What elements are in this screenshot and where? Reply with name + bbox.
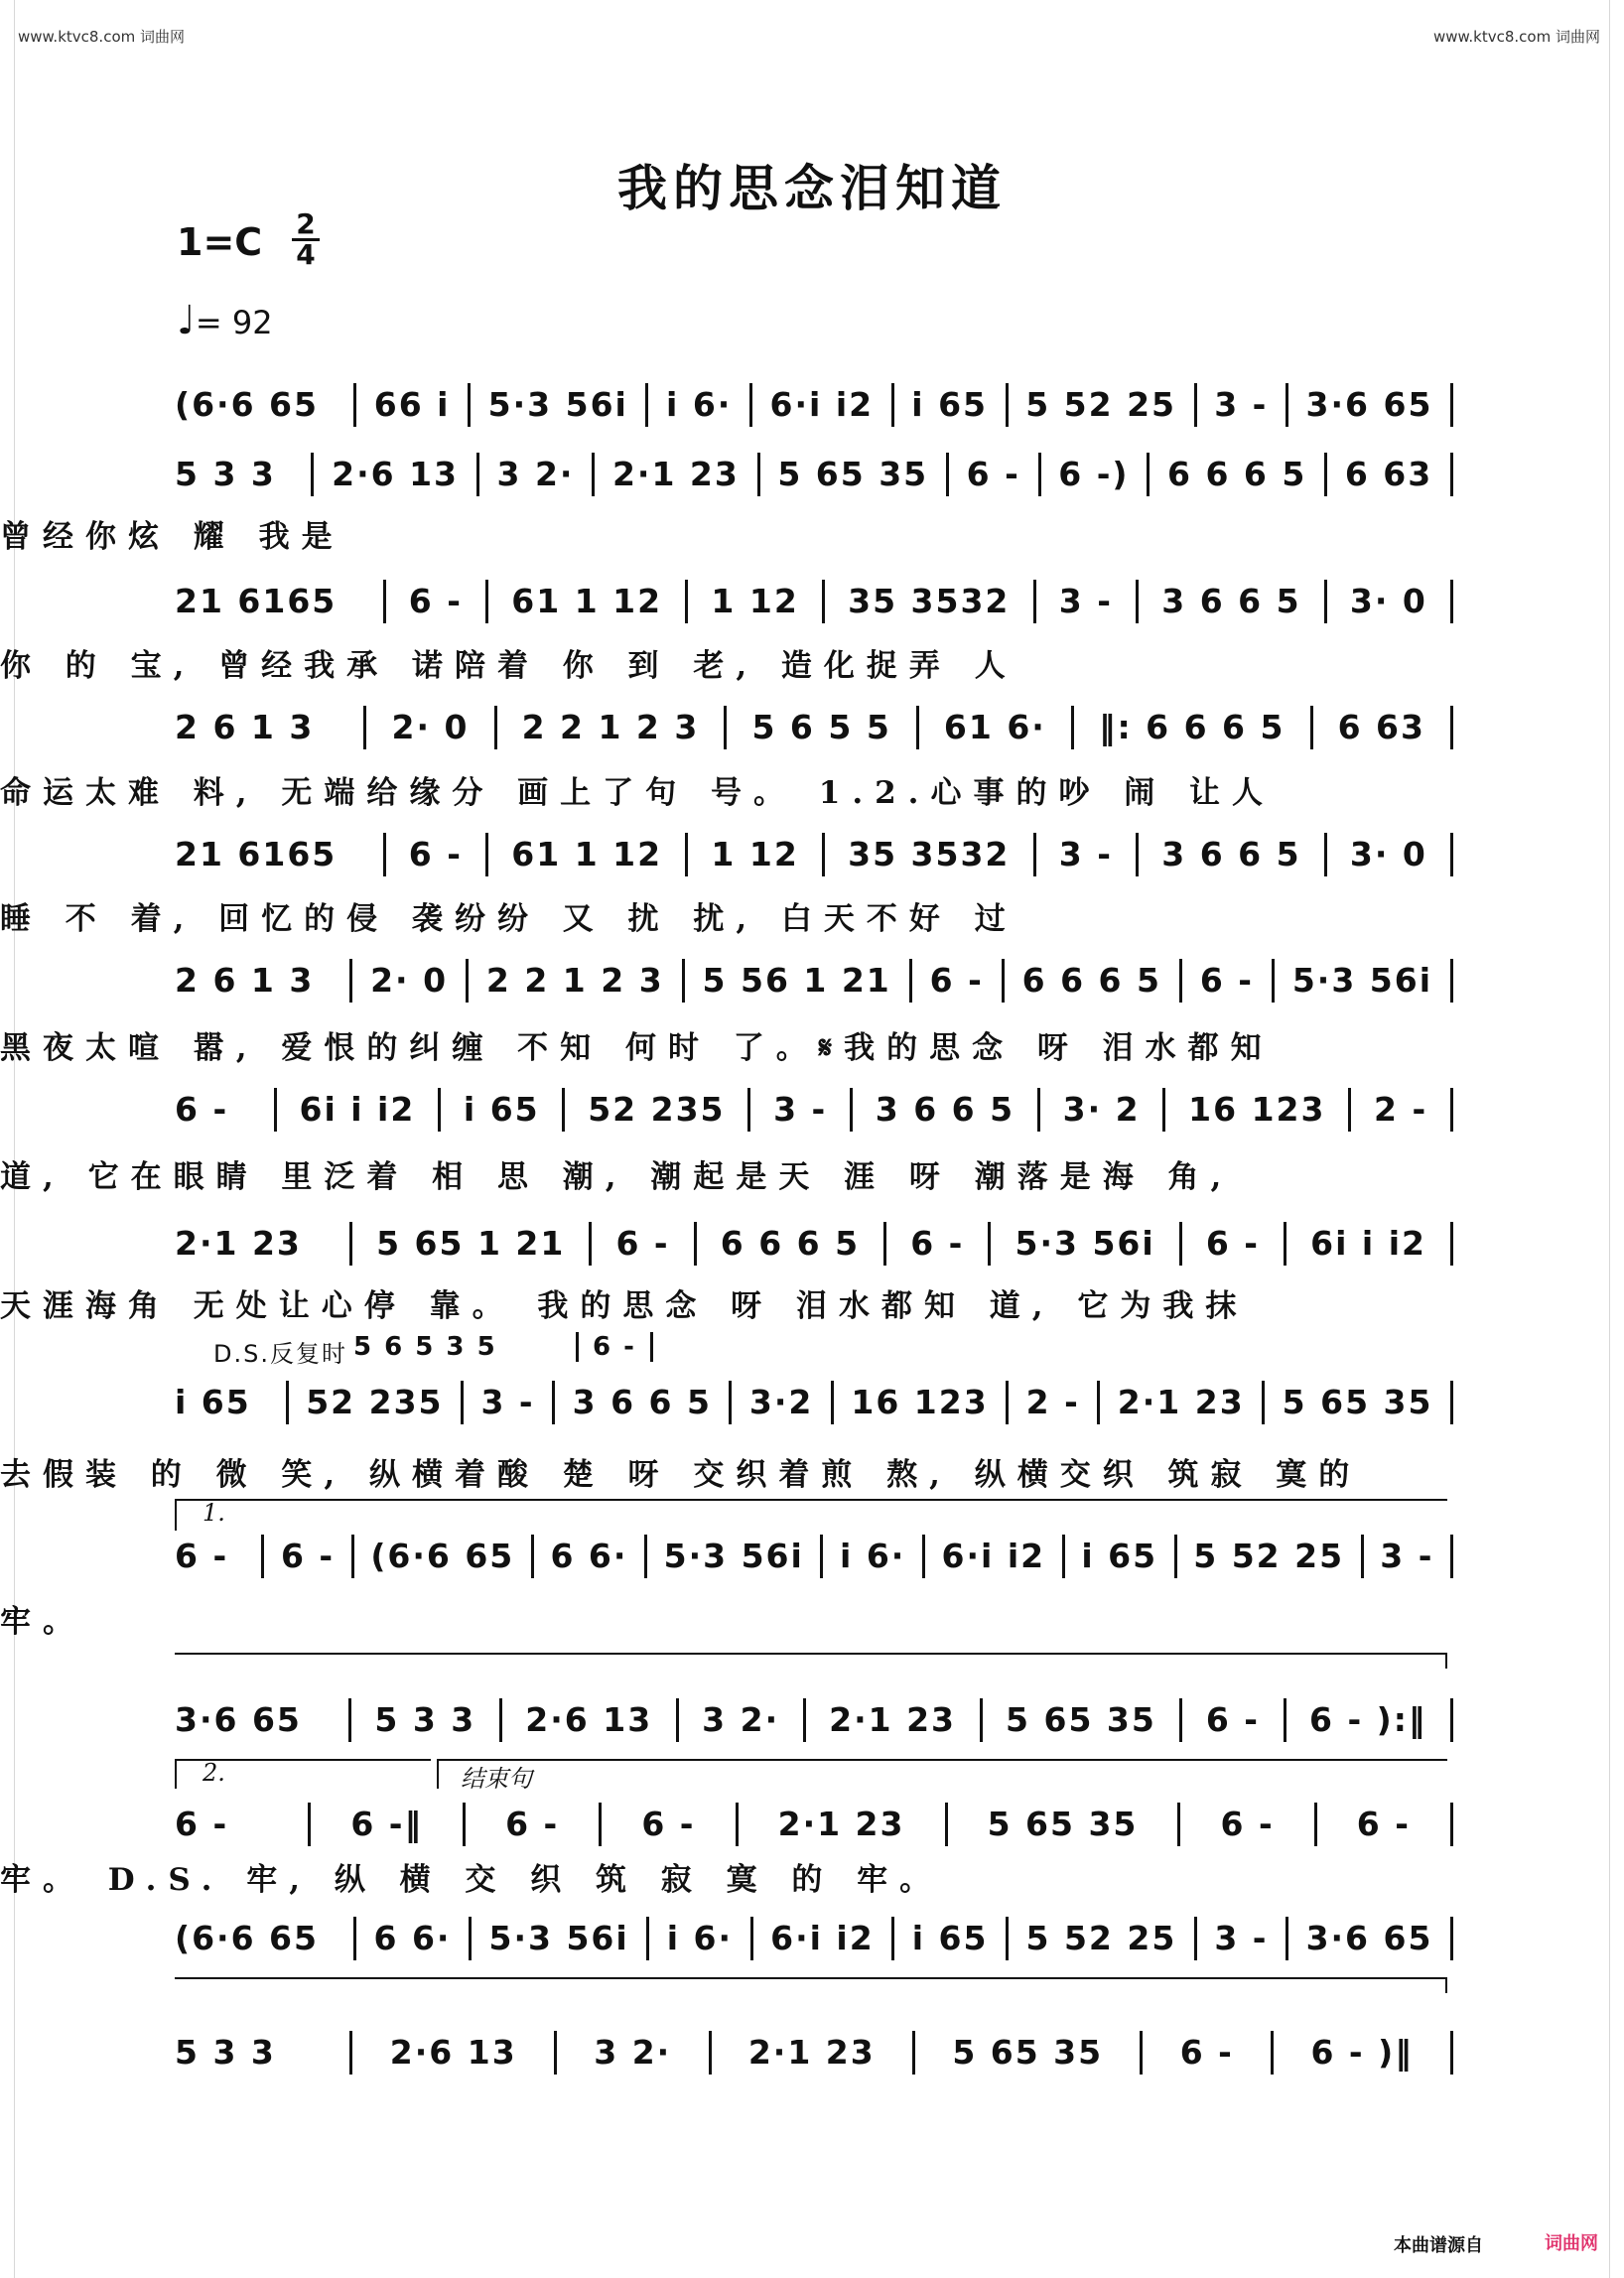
measure: 3 - <box>1197 1917 1288 1960</box>
lyrics-line-9: 去假装 的 微 笑, 纵横着酸 楚 呀 交织着煎 熬, 纵横交织 筑寂 寞的 <box>0 1457 1362 1493</box>
measure: 5 56 1 21 <box>685 959 912 1003</box>
measure: 21 6165 <box>175 580 386 623</box>
lyrics-line-2: 曾经你炫 耀 我是 <box>0 519 344 555</box>
lyrics-line-4: 命运太难 料, 无端给缘分 画上了句 号。 1.2.心事的吵 闹 让人 <box>0 775 1276 811</box>
measure: 2 6 1 3 <box>175 706 366 749</box>
measure: 2·1 23 <box>175 1222 352 1266</box>
time-signature-denominator: 4 <box>292 238 320 269</box>
measure: 3·6 65 <box>175 1698 351 1742</box>
measure: 5 6 5 5 <box>727 706 918 749</box>
footer-source: 本曲谱源自 <box>1394 2235 1483 2256</box>
measure: 5 65 35 <box>948 1803 1181 1846</box>
measure: 3· 0 <box>1327 580 1453 623</box>
measure: 3· 2 <box>1040 1088 1166 1132</box>
measure: 2·6 13 <box>352 2031 556 2075</box>
measure: 2 - <box>1009 1381 1100 1424</box>
measure: 3·6 65 <box>1288 383 1453 427</box>
notes-line <box>175 1216 1453 1272</box>
lyrics-line-3: 你 的 宝, 曾经我承 诺陪着 你 到 老, 造化捉弄 人 <box>0 648 1017 684</box>
measure: 5 52 25 <box>1177 1535 1364 1578</box>
time-signature-numerator: 2 <box>296 207 316 240</box>
header-site-left: www.ktvc8.com 词曲网 <box>18 28 186 46</box>
measure: 6 6 6 5 <box>697 1222 886 1266</box>
measure: 3 2· <box>479 453 595 496</box>
measure: 6·i i2 <box>753 1917 895 1960</box>
measure: 6 6 6 5 <box>1150 453 1327 496</box>
measure: 6 - <box>949 453 1041 496</box>
measure: i 65 <box>894 1917 1009 1960</box>
measure: 61 1 12 <box>488 580 688 623</box>
measure: 3 2· <box>557 2031 712 2075</box>
measure: i 65 <box>1065 1535 1177 1578</box>
notes-line <box>175 1692 1453 1748</box>
measure: 2 2 1 2 3 <box>469 959 685 1003</box>
measure: 6·i i2 <box>752 383 894 427</box>
measure: 6i i i2 <box>1286 1222 1453 1266</box>
measure: 3 6 6 5 <box>853 1088 1040 1132</box>
measure: 3· 0 <box>1327 833 1453 876</box>
measure: 6 - <box>1182 959 1275 1003</box>
measure: 5 65 35 <box>760 453 949 496</box>
measure: 5·3 56i <box>991 1222 1181 1266</box>
measure: 3 - <box>750 1088 853 1132</box>
measure: 52 235 <box>565 1088 750 1132</box>
time-signature <box>292 207 320 271</box>
measure: 3 - <box>464 1381 555 1424</box>
measure: 1 12 <box>688 833 825 876</box>
measure: 6 -) <box>1041 453 1150 496</box>
measure: 6 6 6 5 <box>1005 959 1182 1003</box>
notes-line <box>175 1375 1453 1430</box>
right-margin-strip <box>1609 0 1624 2278</box>
lyrics-line-7: 道, 它在眼睛 里泛着 相 思 潮, 潮起是天 涯 呀 潮落是海 角, <box>0 1159 1234 1195</box>
measure: 3 2· <box>679 1698 806 1742</box>
measure: ‖: 6 6 6 5 <box>1074 706 1313 749</box>
ds-repeat-ending: 6 - <box>576 1332 653 1362</box>
notes-line <box>175 2025 1453 2080</box>
measure: i 6· <box>648 383 752 427</box>
measure: 5 3 3 <box>351 1698 502 1742</box>
measure: 3 - <box>1036 580 1140 623</box>
ds-repeat-label: D.S.反复时 <box>213 1340 347 1368</box>
notes-line <box>175 1911 1453 1966</box>
measure: 6 -‖ <box>311 1803 466 1846</box>
volta-1-bracket <box>175 1499 1447 1531</box>
footer-brand: 词曲网 <box>1545 2233 1598 2254</box>
measure: 6 - <box>175 1535 264 1578</box>
measure: (6·6 65 <box>175 383 356 427</box>
measure: 6 - <box>1317 1803 1453 1846</box>
lyrics-line-6: 黑夜太喧 嚣, 爱恨的纠缠 不知 何时 了。𝄋我的思念 呀 泪水都知 <box>0 1030 1274 1066</box>
ending-bracket <box>437 1759 1447 1793</box>
measure: 5 65 1 21 <box>352 1222 592 1266</box>
measure: 5 65 35 <box>1265 1381 1453 1424</box>
measure: 5·3 56i <box>471 383 648 427</box>
measure: 2 2 1 2 3 <box>497 706 728 749</box>
measure: 6 6· <box>356 1917 472 1960</box>
measure: 2·1 23 <box>739 1803 948 1846</box>
notes-line <box>175 827 1453 882</box>
measure: 2 6 1 3 <box>175 959 352 1003</box>
measure: (6·6 65 <box>354 1535 534 1578</box>
volta-1-bracket-end <box>175 1653 1447 1669</box>
measure: 6 - <box>602 1803 738 1846</box>
lyrics-line-8: 天涯海角 无处让心停 靠。 我的思念 呀 泪水都知 道, 它为我抹 <box>0 1288 1249 1324</box>
measure: 52 235 <box>289 1381 464 1424</box>
measure: 5 3 3 <box>175 2031 352 2075</box>
measure: 5 52 25 <box>1009 1917 1197 1960</box>
page-title: 我的思念泪知道 <box>617 159 1007 217</box>
measure: (6·6 65 <box>175 1917 356 1960</box>
left-margin-strip <box>0 0 15 2278</box>
measure: 6 - <box>592 1222 696 1266</box>
measure: 3 6 6 5 <box>1139 580 1327 623</box>
notes-line <box>175 953 1453 1008</box>
measure: i 65 <box>894 383 1009 427</box>
tempo-marking <box>177 298 273 343</box>
measure: 6 - <box>175 1088 277 1132</box>
measure: 6 63 <box>1313 706 1454 749</box>
measure: 6 - <box>1143 2031 1274 2075</box>
measure: 35 3532 <box>825 580 1036 623</box>
volta-2-label: 2. <box>203 1759 225 1787</box>
measure: i 65 <box>441 1088 565 1132</box>
measure: 16 123 <box>834 1381 1009 1424</box>
measure: 1 12 <box>688 580 825 623</box>
measure: 3 - <box>1197 383 1288 427</box>
measure: 16 123 <box>1165 1088 1351 1132</box>
measure: 2 - <box>1351 1088 1453 1132</box>
measure: 2·1 23 <box>806 1698 983 1742</box>
measure: 6i i i2 <box>277 1088 441 1132</box>
notes-line <box>175 377 1453 433</box>
measure: 6 - <box>1182 1222 1286 1266</box>
measure: 66 i <box>356 383 471 427</box>
measure: 6 - ):‖ <box>1286 1698 1453 1742</box>
tempo-value: = 92 <box>195 304 273 341</box>
measure: 5·3 56i <box>1275 959 1453 1003</box>
measure: 6 - <box>175 1803 311 1846</box>
measure: 6 - <box>886 1222 991 1266</box>
notes-line <box>175 574 1453 629</box>
measure: 3 6 6 5 <box>555 1381 732 1424</box>
measure: 5 65 35 <box>983 1698 1183 1742</box>
volta-1-label: 1. <box>203 1499 225 1527</box>
measure: 6 - )‖ <box>1274 2031 1453 2075</box>
volta-2-bracket <box>175 1759 431 1789</box>
measure: 3 6 6 5 <box>1139 833 1327 876</box>
header-site-right: www.ktvc8.com 词曲网 <box>1432 28 1600 46</box>
lyrics-line-12: 牢。 D.S. 牢, 纵 横 交 织 筑 寂 寞 的 牢。 <box>0 1862 943 1898</box>
notes-line <box>175 1797 1453 1852</box>
measure: 5 3 3 <box>175 453 314 496</box>
measure: 6 63 <box>1327 453 1453 496</box>
quarter-note-icon: ♩ <box>177 298 196 343</box>
measure: 3 - <box>1364 1535 1453 1578</box>
key-signature: 1=C <box>177 220 263 264</box>
measure: 2· 0 <box>352 959 469 1003</box>
measure: 6 - <box>1180 1803 1316 1846</box>
notes-line <box>175 1529 1453 1584</box>
measure: 6 - <box>466 1803 602 1846</box>
measure: 6·i i2 <box>925 1535 1065 1578</box>
measure: 5 65 35 <box>915 2031 1143 2075</box>
measure: 5·3 56i <box>472 1917 649 1960</box>
lyrics-line-5: 睡 不 着, 回忆的侵 袭纷纷 又 扰 扰, 白天不好 过 <box>0 901 1017 937</box>
notes-line <box>175 700 1453 755</box>
ds-repeat-notes: 5 6 5 3 5 <box>353 1332 497 1362</box>
ending-bracket-end <box>175 1977 1447 1993</box>
measure: 6 - <box>264 1535 353 1578</box>
measure: 6 - <box>386 833 489 876</box>
ending-label: 结束句 <box>461 1765 532 1793</box>
measure: 2·1 23 <box>595 453 759 496</box>
measure: 5·3 56i <box>647 1535 823 1578</box>
measure: 2·6 13 <box>314 453 478 496</box>
notes-line <box>175 447 1453 502</box>
measure: 61 6· <box>919 706 1074 749</box>
measure: 2·1 23 <box>1100 1381 1265 1424</box>
measure: 6 - <box>912 959 1005 1003</box>
measure: 6 - <box>1182 1698 1286 1742</box>
measure: 35 3532 <box>825 833 1036 876</box>
measure: 2·1 23 <box>712 2031 915 2075</box>
measure: 6 - <box>386 580 489 623</box>
measure: 6 6· <box>534 1535 647 1578</box>
measure: 61 1 12 <box>488 833 688 876</box>
measure: i 65 <box>175 1381 289 1424</box>
measure: 2·6 13 <box>502 1698 679 1742</box>
measure: 3·2 <box>732 1381 833 1424</box>
notes-line <box>175 1082 1453 1138</box>
measure: i 6· <box>823 1535 925 1578</box>
lyrics-line-10: 牢。 <box>0 1604 85 1640</box>
measure: 2· 0 <box>366 706 496 749</box>
measure: i 6· <box>649 1917 752 1960</box>
measure: 5 52 25 <box>1009 383 1197 427</box>
measure: 3 - <box>1036 833 1140 876</box>
measure: 21 6165 <box>175 833 386 876</box>
measure: 3·6 65 <box>1288 1917 1453 1960</box>
